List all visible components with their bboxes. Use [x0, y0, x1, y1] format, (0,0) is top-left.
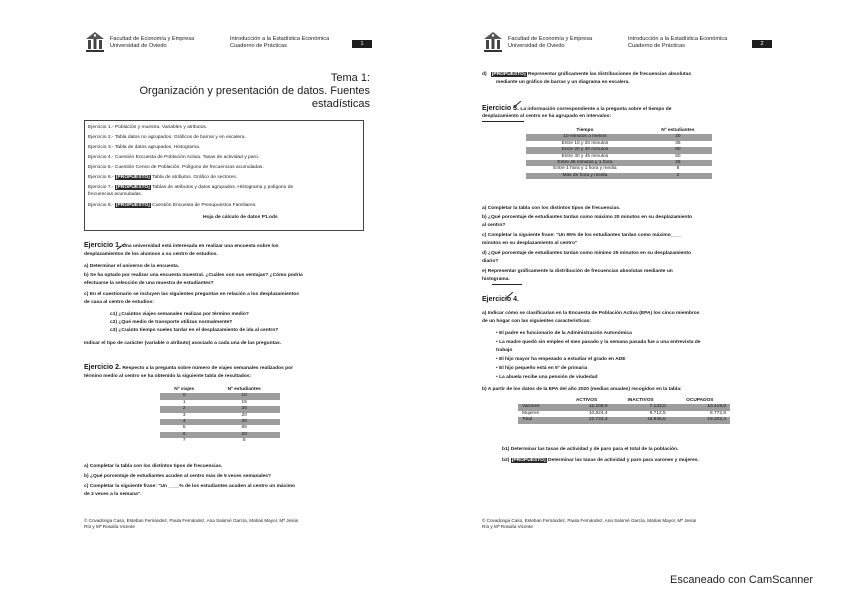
table-cell: 8.772,8 — [709, 410, 726, 416]
exercise-index — [84, 120, 364, 231]
exercise-3-question: d) ¿Qué porcentaje de estudiantes tardan como mínimo 25 minutos en su desplazamiento — [482, 251, 691, 256]
table-cell: 5 — [242, 438, 246, 444]
table-cell: 12.108,9 — [562, 404, 612, 410]
exercise-3-question: diario? — [482, 259, 499, 264]
trips-table — [160, 387, 280, 445]
page-left — [0, 0, 410, 560]
table-row — [526, 173, 712, 179]
index-item: Ejercicio 6.- [PROPUESTO] Tabla de atributos. Gráfico de sectores. — [88, 175, 238, 180]
exercise-1: Ejercicio 1. Una universidad está interesada en realizar una encuesta sobre los — [84, 242, 279, 249]
time-table — [526, 128, 712, 179]
table-cell: Total — [518, 417, 562, 423]
exercise-3-question: b) ¿Qué porcentaje de estudiantes tardan como máximo 20 minutos en su desplazamiento — [482, 215, 693, 220]
exercise-1-line: c2) ¿Qué medio de transporte utilizas normalmente? — [110, 320, 233, 325]
page-right — [426, 0, 836, 560]
table-cell: 0 — [160, 393, 208, 399]
page-title: Tema 1: Organización y presentación de datos. Fuentes estadísticas — [139, 72, 370, 110]
exercise-4 — [482, 297, 519, 304]
exercise-3: Ejercicio 3. La información correspondiente a la pregunta sobre el tiempo de — [482, 105, 672, 112]
table-cell: 20 — [241, 412, 247, 418]
exercise-1-line: efectuarse la selección de una muestra de estudiantes? — [84, 281, 214, 286]
table-cell: Más de hora y media — [526, 173, 644, 179]
exercise-3-question: e) Representar gráficamente la distribución de frecuencias absolutas mediante un — [482, 269, 673, 274]
table-cell: Entre 10 y 20 minutos — [561, 140, 609, 146]
column-header: OCUPADOS — [686, 398, 714, 403]
table-row — [518, 417, 730, 423]
table-cell: 20 — [644, 134, 712, 140]
index-item: Ejercicio 1.- Población y muestra. Variables y atributos. — [88, 125, 208, 130]
index-item: frecuencias acumuladas. — [88, 192, 143, 197]
exercise-4-line: • El hijo pequeño está en 5º de primaria — [496, 366, 588, 371]
scanner-watermark: Escaneado con CamScanner — [670, 574, 814, 586]
faculty-name: Facultad de Economía y Empresa Universidad de Oviedo — [110, 36, 195, 49]
course-name: Introducción a la Estadística Económica Cuaderno de Prácticas — [230, 36, 330, 49]
exercise-4-heading: Ejercicio 4. — [482, 296, 519, 303]
table-cell: 19.202,4 — [670, 417, 730, 423]
page-header — [426, 30, 836, 58]
table-cell: 8 — [676, 166, 680, 172]
university-crest-icon — [84, 30, 106, 54]
exercise-2: Ejercicio 2. Respecto a la pregunta sobre número de viajes semanales realizados por — [84, 364, 294, 371]
table-cell: 3 — [182, 412, 186, 418]
exercise-2-heading: Ejercicio 2. — [84, 364, 121, 371]
exercise-1-line: desplazamientos de los alumnos a su centro de estudios. — [84, 252, 218, 257]
exercise-4-line: • El padre es funcionario de la Administración Autonómica — [496, 331, 632, 336]
proposed-tag: [PROPUESTO] — [115, 203, 150, 208]
exercise-1-line: a) Determinar el universo de la encuesta. — [84, 264, 180, 269]
table-cell: Entre 20 y 30 minutos — [526, 147, 644, 153]
column-header: Nº viajes — [174, 387, 195, 392]
exercise-4-line: b) A partir de los datos de la EPA del año 2020 (medias anuales) recogidos en la tabla: — [482, 387, 682, 392]
table-cell: 50 — [675, 153, 681, 159]
exercise-3-question: a) Completar la tabla con los distintos tipos de frecuencias. — [482, 206, 621, 211]
exercise-4-line: • El hijo mayor ha empezado a estudiar el grado en ADE — [496, 357, 626, 362]
table-cell: 60 — [644, 147, 712, 153]
exercise-4-b2: b2) [PROPUESTO] Determinar las tasas de actividad y paro para varones y mujeres. — [502, 458, 699, 463]
exercise-3-question: c) Completar la siguiente frase: "Un 95% de los estudiantes tardan como máximo____ — [482, 233, 682, 238]
page-number: 2 — [752, 40, 772, 48]
table-cell: 6 — [160, 432, 208, 438]
spreadsheet-link[interactable]: Hoja de cálculo de datos P1.ods — [203, 215, 278, 220]
index-item: Ejercicio 4.- Cuestión Encuesta de Población Activa. Tasas de actividad y paro. — [88, 155, 260, 160]
index-item: Ejercicio 5.- Cuestión Censo de Población. Polígono de frecuencias acumuladas. — [88, 165, 264, 170]
faculty-name: Facultad de Economía y Empresa Universidad de Oviedo — [508, 36, 593, 49]
exercise-4-line: • La madre quedó sin empleo el mes pasado y la semana pasada fue a una entrevista de — [496, 340, 701, 345]
epa-table — [518, 398, 730, 424]
index-item: Ejercicio 3.- Tabla de datos agrupados. Histograma. — [88, 145, 201, 150]
exercise-2-question: a) Completar la tabla con los distintos tipos de frecuencias. — [84, 464, 223, 469]
exercise-3-question: minutos en su desplazamiento al centro" — [482, 241, 578, 246]
table-cell: 25 — [644, 160, 712, 166]
table-cell: 7 — [182, 438, 186, 444]
copyright-footer: © Covadonga Caso, Esteban Fernández, Paula Fernández, Ana Salomé García, Matías Mayor, Mª Jesús Río y Mª Rosalía Vicente — [482, 518, 697, 529]
proposed-tag: [PROPUESTO] — [511, 458, 546, 463]
university-crest-icon — [482, 30, 504, 54]
table-cell: 10 — [208, 393, 280, 399]
course-name: Introducción a la Estadística Económica Cuaderno de Prácticas — [628, 36, 728, 49]
index-item: Ejercicio 2.- Tabla datos no agrupados. Gráficos de barras y en escalera. — [88, 135, 246, 140]
column-header: INACTIVOS — [627, 398, 654, 403]
table-cell: 20 — [208, 432, 280, 438]
exercise-1-line: de casa al centro de estudios: — [84, 300, 154, 305]
table-cell: 30 — [208, 419, 280, 425]
exercise-1-line: c) En el cuestionario se incluyen las siguientes preguntas en relación a los desplazamientos — [84, 292, 299, 297]
exercise-1-line: Indicar el tipo de carácter (variable o atributo) asociado a cada una de las preguntas. — [84, 341, 282, 346]
table-cell: 10.624,4 — [588, 410, 608, 416]
table-cell: 5 — [182, 425, 186, 431]
exercise-2-question: b) ¿Qué porcentaje de estudiantes acuden al centro más de 5 veces semanales? — [84, 474, 272, 479]
table-cell: 9.712,5 — [649, 410, 666, 416]
exercise-2-d-line: mediante un gráfico de barras y un diagrama en escalera. — [496, 80, 630, 85]
table-cell: 22.733,3 — [562, 417, 612, 423]
column-header: Nº estudiantes — [661, 128, 695, 133]
proposed-tag: [PROPUESTO] — [115, 185, 150, 190]
copyright-footer: © Covadonga Caso, Esteban Fernández, Paula Fernández, Ana Salomé García, Matías Mayor, Mª Jesús Río y Mª Rosalía Vicente — [84, 518, 299, 529]
table-cell: 15 — [241, 399, 247, 405]
table-row — [160, 438, 280, 444]
exercise-4-line: a) Indicar cómo se clasificarían en la Encuesta de Población Activa (EPA) los cinco miembros — [482, 311, 700, 316]
index-item: Ejercicio 8.- [PROPUESTO] Cuestión Encuesta de Presupuestos Familiares. — [88, 203, 257, 208]
exercise-4-line: de un hogar con las siguientes características: — [482, 319, 591, 324]
table-cell: 2 — [160, 406, 208, 412]
column-header: Tiempo — [576, 128, 594, 133]
page-header — [0, 30, 410, 58]
exercise-1-line: b) Se ha optado por realizar una encuesta muestral. ¿Cuáles son sus ventajas? ¿Cómo podría — [84, 273, 303, 278]
table-cell: 16.845,5 — [612, 417, 670, 423]
table-cell: Entre 1 hora y 1 hora y media — [553, 166, 617, 172]
table-cell: 2 — [644, 173, 712, 179]
table-cell: Varones — [518, 404, 562, 410]
table-cell: 35 — [675, 140, 681, 146]
exercise-3-line: desplazamiento al centro se ha agrupado en intervalos: — [482, 114, 612, 119]
proposed-tag: [PROPUESTO] — [115, 175, 150, 180]
exercise-2-question: de 2 veces a la semana". — [84, 492, 142, 497]
exercise-2-line: término medio al centro se ha obtenido la siguiente tabla de resultados: — [84, 374, 252, 379]
exercise-4-b1: b1) Determinar las tasas de actividad y de paro para el total de la población. — [502, 447, 679, 452]
table-cell: 7.133,0 — [612, 404, 670, 410]
exercise-3-question: al centro? — [482, 223, 506, 228]
table-cell: 10 minutos o menos — [526, 134, 644, 140]
table-cell: 25 — [208, 406, 280, 412]
exercise-4-line: • La abuela recibe una pensión de viudedad — [496, 375, 598, 380]
table-cell: Entre 30 y 45 minutos — [561, 153, 609, 159]
table-cell: Mujeres — [522, 410, 540, 416]
table-cell: 10.419,6 — [670, 404, 730, 410]
exercise-1-heading: Ejercicio 1. — [84, 242, 121, 249]
pen-underline — [482, 121, 524, 122]
index-item: Ejercicio 7.- [PROPUESTO] Tablas de atributos y datos agrupados. Histograma y polígono de — [88, 185, 294, 190]
exercise-1-line: c1) ¿Cuántos viajes semanales realizas por término medio? — [110, 312, 249, 317]
exercise-3-heading: Ejercicio 3. — [482, 105, 519, 112]
exercise-3-question: histograma. — [482, 277, 510, 282]
table-cell: 65 — [241, 425, 247, 431]
exercise-2-d: d) [PROPUESTO] Representar gráficamente las distribuciones de frecuencias absolutas — [482, 72, 692, 77]
exercise-1-line: c3) ¿Cuánto tiempo sueles tardar en el desplazamiento de ida al centro? — [110, 328, 279, 333]
column-header: Nº estudiantes — [227, 387, 261, 392]
proposed-tag: [PROPUESTO] — [491, 72, 526, 77]
column-header: ACTIVOS — [575, 398, 598, 403]
table-cell: 1 — [182, 399, 186, 405]
page-number: 1 — [352, 40, 372, 48]
table-cell: 4 — [160, 419, 208, 425]
table-cell: Entre 45 minutos y 1 hora — [526, 160, 644, 166]
exercise-2-question: c) Completar la siguiente frase: "Un ____% de los estudiantes acuden al centro un máximo — [84, 484, 296, 489]
exercise-4-line: trabajo — [496, 348, 513, 353]
pen-underline — [492, 284, 522, 285]
